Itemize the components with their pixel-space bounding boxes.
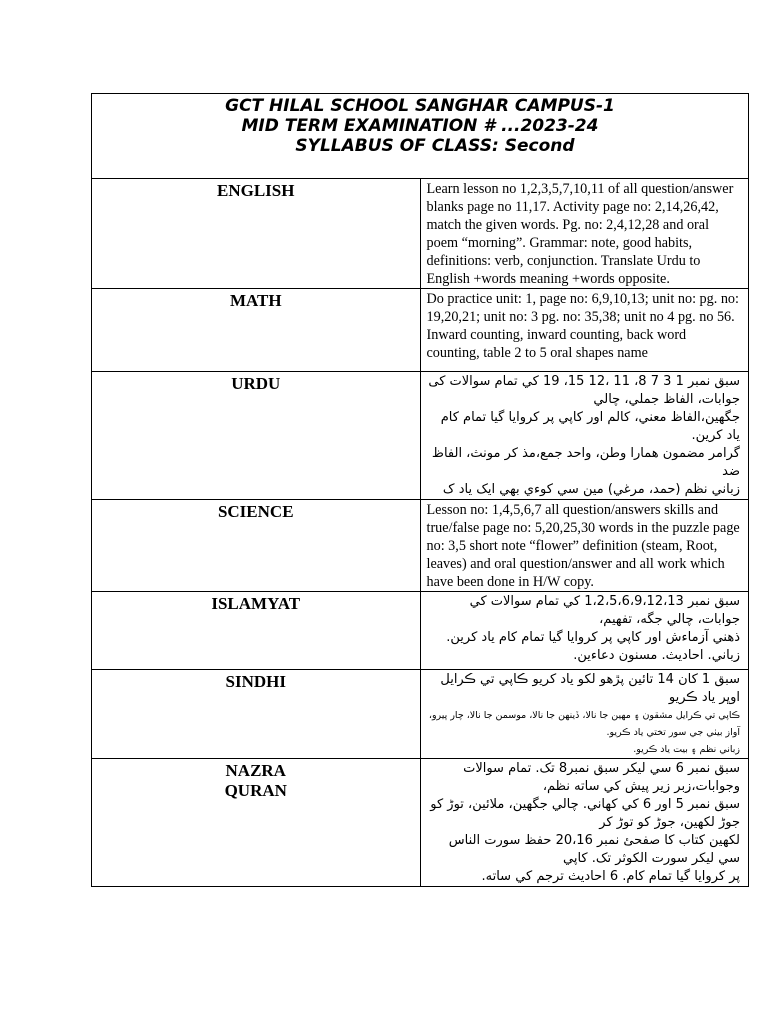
subject-name: MATH — [92, 289, 421, 372]
subject-name-line: NAZRA — [225, 761, 286, 780]
syllabus-line: لکهين کتاب کا صفحئ نمبر 20،16 حفظ سورت الناس سي ليکر سورت الکوثر تک. کاپي — [448, 833, 740, 866]
syllabus-line: زباني. احاديث. مسنون دعاءين. — [573, 648, 740, 663]
subject-name: URDU — [92, 372, 421, 500]
subject-name-line: QURAN — [224, 781, 287, 800]
subject-row-nazra-quran — [92, 759, 749, 887]
subject-syllabus — [420, 372, 749, 500]
subject-row-sindhi — [92, 670, 749, 759]
syllabus-line: زباني نظم ۽ بيت ياد ڪريو. — [633, 744, 740, 755]
subject-syllabus: Do practice unit: 1, page no: 6,9,10,13; unit no: pg. no: 19,20,21; unit no: 3 pg. no: 35,38; unit no 4 pg. no 56. Inward counting, inward counting, back word counting, table 2 to 5 oral shapes name — [420, 289, 749, 372]
subject-row-islamyat — [92, 592, 749, 670]
syllabus-line: سبق نمبر 6 سي ليکر سبق نمبر8 تک. تمام سوالات وجوابات،زبر زير پيش کي ساته نظم، — [463, 761, 740, 794]
syllabus-line: جگهين،الفاظ معني، کالم اور کاپي پر کروايا گيا تمام کام ياد کرين. — [440, 410, 740, 443]
subject-row-science — [92, 500, 749, 592]
syllabus-line: گرامر مضمون همارا وطن، واحد جمع،مذ کر مونث، الفاظ ضد — [431, 446, 740, 479]
syllabus-line: ڪاپي تي ڪرايل مشقون ۽ مهين جا نالا، ڏينهن جا نالا، موسمن جا نالا، چار پيرو، آواز بيٺي جي سور تختي ياد ڪريو. — [428, 710, 740, 738]
school-name: GCT HILAL SCHOOL SANGHAR CAMPUS-1 — [225, 96, 615, 116]
subject-syllabus — [420, 592, 749, 670]
subject-syllabus — [420, 759, 749, 887]
subject-row-english — [92, 179, 749, 289]
header-row — [92, 94, 749, 179]
subject-name: SINDHI — [92, 670, 421, 759]
syllabus-sheet — [91, 93, 749, 887]
subject-row-urdu — [92, 372, 749, 500]
header-cell — [92, 94, 749, 179]
class-title: SYLLABUS OF CLASS: Second — [295, 136, 575, 156]
subject-syllabus: Learn lesson no 1,2,3,5,7,10,11 of all question/answer blanks page no 11,17. Activity page no: 2,14,26,42, match the given words. Pg. no: 2,4,12,28 and oral poem “morning”. Grammar: note, good habits, definitions: verb, conjunction. Translate Urdu to English +words meaning +words opposite. — [420, 179, 749, 289]
subject-row-math — [92, 289, 749, 372]
syllabus-line: سبق نمبر 1،2،5،6،9،12،13 کي تمام سوالات کي جوابات، چالي جگه، تفهيم، — [469, 594, 740, 627]
syllabus-line: زباني نظم (حمد، مرغي) مين سي کوءي بهي ايک ياد ک — [442, 482, 740, 497]
subject-name — [92, 759, 421, 887]
subject-syllabus — [420, 670, 749, 759]
subject-syllabus: Lesson no: 1,4,5,6,7 all question/answers skills and true/false page no: 5,20,25,30 words in the puzzle page no: 3,5 short note “flower” definition (steam, Root, leaves) and oral question/answer and all work which have been done in H/W copy. — [420, 500, 749, 592]
syllabus-line: سبق نمبر 1 3 7 8، 11 ،12 15، 19 کي تمام سوالات کی جوابات، الفاظ جملي، چالي — [428, 374, 740, 407]
exam-title: MID TERM EXAMINATION # ...2023-24 — [241, 116, 599, 136]
subject-name: ISLAMYAT — [92, 592, 421, 670]
syllabus-line: پر کروايا گيا تمام کام. 6 احاديث ترجم کي ساته. — [481, 869, 740, 884]
syllabus-line: سبق نمبر 5 اور 6 کي کهاني. چالي جگهين، ملائين، توڑ کو جوڑ لکهين، جوڑ کو توڑ کر — [430, 797, 740, 830]
syllabus-line: ذهني آزماءش اور کاپي پر کروايا گيا تمام کام ياد کرين. — [446, 630, 740, 645]
syllabus-line: سبق 1 کان 14 تائين پڙهو لکو ياد کريو ڪاپي تي ڪرايل اوڀر ياد ڪريو — [440, 672, 740, 705]
subject-name: ENGLISH — [92, 179, 421, 289]
subject-name: SCIENCE — [92, 500, 421, 592]
syllabus-table — [91, 93, 749, 887]
